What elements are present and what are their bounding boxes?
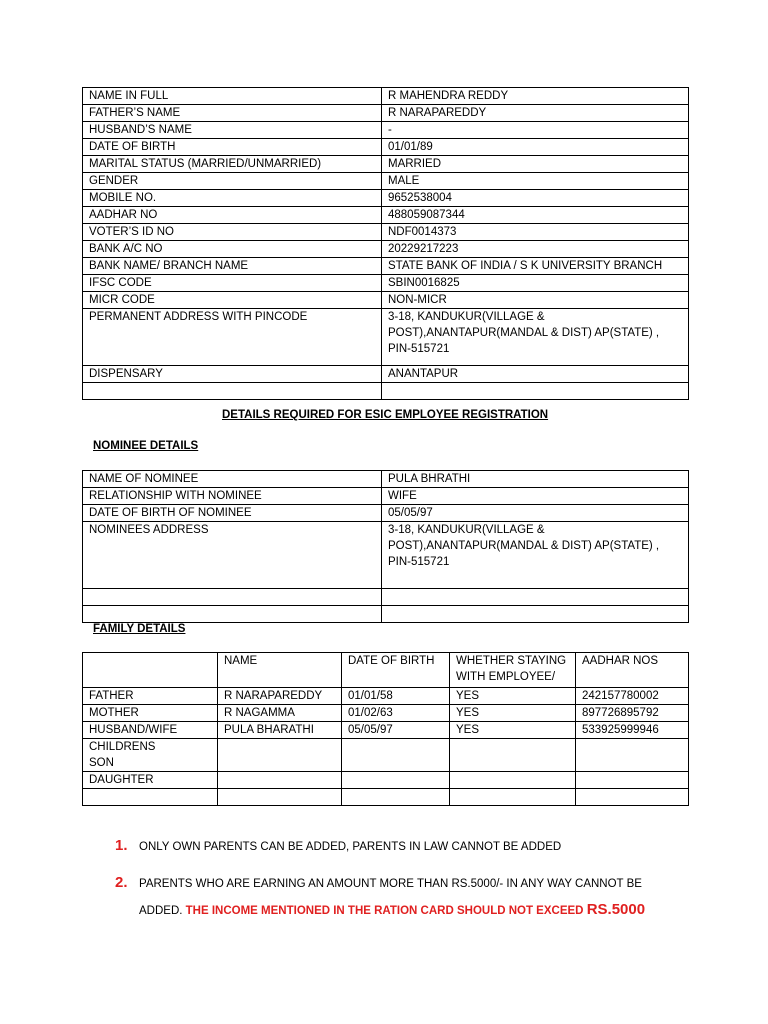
field-label: NAME IN FULL — [83, 88, 382, 105]
field-value: 05/05/97 — [382, 505, 689, 522]
table-cell: R NARAPAREDDY — [218, 688, 342, 705]
field-value: - — [382, 122, 689, 139]
table-row — [83, 258, 689, 275]
esic-registration-heading: DETAILS REQUIRED FOR ESIC EMPLOYEE REGISTRATION — [222, 409, 549, 421]
table-cell: 897726895792 — [576, 705, 689, 722]
table-cell: MOTHER — [83, 705, 218, 722]
family-details-heading: FAMILY DETAILS — [93, 623, 186, 635]
table-row — [83, 292, 689, 309]
field-label: MICR CODE — [83, 292, 382, 309]
field-value: WIFE — [382, 488, 689, 505]
note-1-text: ONLY OWN PARENTS CAN BE ADDED, PARENTS IN LAW CANNOT BE ADDED — [139, 841, 562, 853]
table-row — [83, 88, 689, 105]
field-label: NOMINEES ADDRESS — [83, 522, 382, 589]
field-value: 3-18, KANDUKUR(VILLAGE & POST),ANANTAPUR(MANDAL & DIST) AP(STATE) , PIN-515721 — [382, 309, 689, 366]
nominee-details-heading: NOMINEE DETAILS — [93, 440, 199, 452]
field-label — [83, 383, 382, 400]
note-2-text-a: PARENTS WHO ARE EARNING AN AMOUNT MORE THAN RS.5000/- IN ANY WAY CANNOT BE — [139, 878, 642, 890]
note-1 — [115, 838, 675, 855]
column-header: DATE OF BIRTH — [342, 653, 450, 688]
note-2-number: 2. — [115, 874, 128, 891]
table-cell: YES — [450, 705, 576, 722]
table-row — [83, 488, 689, 505]
column-header: NAME — [218, 653, 342, 688]
table-cell: 01/01/58 — [342, 688, 450, 705]
field-label — [83, 606, 382, 623]
field-label: VOTER’S ID NO — [83, 224, 382, 241]
field-value: MARRIED — [382, 156, 689, 173]
field-value: R NARAPAREDDY — [382, 105, 689, 122]
table-cell — [576, 739, 689, 772]
table-row — [83, 105, 689, 122]
field-label: DATE OF BIRTH OF NOMINEE — [83, 505, 382, 522]
column-header: WHETHER STAYING WITH EMPLOYEE/ — [450, 653, 576, 688]
family-details-table — [82, 652, 689, 806]
table-row — [83, 173, 689, 190]
field-label: PERMANENT ADDRESS WITH PINCODE — [83, 309, 382, 366]
family-details-body — [83, 688, 689, 806]
field-value: 9652538004 — [382, 190, 689, 207]
table-cell: HUSBAND/WIFE — [83, 722, 218, 739]
field-label: MARITAL STATUS (MARRIED/UNMARRIED) — [83, 156, 382, 173]
field-value: PULA BHRATHI — [382, 471, 689, 488]
field-label: AADHAR NO — [83, 207, 382, 224]
field-value: 01/01/89 — [382, 139, 689, 156]
column-header — [83, 653, 218, 688]
table-cell — [218, 789, 342, 806]
field-label: MOBILE NO. — [83, 190, 382, 207]
field-label: NAME OF NOMINEE — [83, 471, 382, 488]
field-value: NON-MICR — [382, 292, 689, 309]
note-2-red-text: THE INCOME MENTIONED IN THE RATION CARD SHOULD NOT EXCEED — [185, 905, 584, 917]
table-row — [83, 207, 689, 224]
table-cell — [342, 739, 450, 772]
table-cell — [450, 789, 576, 806]
field-label: HUSBAND’S NAME — [83, 122, 382, 139]
table-row — [83, 139, 689, 156]
table-cell — [83, 789, 218, 806]
table-cell — [576, 789, 689, 806]
table-cell — [450, 739, 576, 772]
family-header-row — [83, 653, 689, 688]
personal-details-body — [83, 88, 689, 400]
table-row — [83, 156, 689, 173]
table-row — [83, 589, 689, 606]
table-row — [83, 739, 689, 772]
table-row — [83, 190, 689, 207]
field-value: STATE BANK OF INDIA / S K UNIVERSITY BRANCH — [382, 258, 689, 275]
table-row — [83, 241, 689, 258]
field-label: DATE OF BIRTH — [83, 139, 382, 156]
field-label: DISPENSARY — [83, 366, 382, 383]
table-row — [83, 606, 689, 623]
field-value: 488059087344 — [382, 207, 689, 224]
field-value — [382, 383, 689, 400]
field-label — [83, 589, 382, 606]
table-row — [83, 505, 689, 522]
field-value: MALE — [382, 173, 689, 190]
field-value: SBIN0016825 — [382, 275, 689, 292]
table-row — [83, 705, 689, 722]
note-2 — [115, 875, 675, 919]
table-row — [83, 122, 689, 139]
table-cell — [218, 772, 342, 789]
table-cell: R NAGAMMA — [218, 705, 342, 722]
table-row — [83, 722, 689, 739]
field-value: 3-18, KANDUKUR(VILLAGE & POST),ANANTAPUR(MANDAL & DIST) AP(STATE) , PIN-515721 — [382, 522, 689, 589]
field-label: FATHER’S NAME — [83, 105, 382, 122]
table-cell: YES — [450, 722, 576, 739]
table-cell — [342, 789, 450, 806]
table-cell — [342, 772, 450, 789]
field-value: ANANTAPUR — [382, 366, 689, 383]
table-cell: PULA BHARATHI — [218, 722, 342, 739]
table-row — [83, 366, 689, 383]
note-2-amount: RS.5000 — [586, 901, 646, 918]
field-value: R MAHENDRA REDDY — [382, 88, 689, 105]
table-cell: 242157780002 — [576, 688, 689, 705]
field-value — [382, 606, 689, 623]
field-value: 20229217223 — [382, 241, 689, 258]
table-cell — [218, 739, 342, 772]
column-header: AADHAR NOS — [576, 653, 689, 688]
nominee-details-table — [82, 470, 689, 623]
table-cell: 01/02/63 — [342, 705, 450, 722]
field-label: GENDER — [83, 173, 382, 190]
table-row — [83, 383, 689, 400]
table-cell: 05/05/97 — [342, 722, 450, 739]
table-row — [83, 471, 689, 488]
field-label: RELATIONSHIP WITH NOMINEE — [83, 488, 382, 505]
field-value: NDF0014373 — [382, 224, 689, 241]
table-cell — [576, 772, 689, 789]
personal-details-table — [82, 87, 689, 400]
nominee-details-body — [83, 471, 689, 623]
table-cell: FATHER — [83, 688, 218, 705]
table-row — [83, 224, 689, 241]
field-value — [382, 589, 689, 606]
note-2-text-b: ADDED. — [139, 905, 183, 917]
table-cell: YES — [450, 688, 576, 705]
note-1-number: 1. — [115, 837, 128, 854]
note-2-line-2 — [115, 902, 675, 919]
table-row — [83, 522, 689, 589]
table-cell — [450, 772, 576, 789]
table-row — [83, 688, 689, 705]
family-table-header — [83, 653, 689, 688]
table-cell: DAUGHTER — [83, 772, 218, 789]
table-row — [83, 309, 689, 366]
field-label: IFSC CODE — [83, 275, 382, 292]
table-row — [83, 789, 689, 806]
table-row — [83, 275, 689, 292]
field-label: BANK A/C NO — [83, 241, 382, 258]
table-cell: 533925999946 — [576, 722, 689, 739]
field-label: BANK NAME/ BRANCH NAME — [83, 258, 382, 275]
table-cell: CHILDRENS SON — [83, 739, 218, 772]
table-row — [83, 772, 689, 789]
